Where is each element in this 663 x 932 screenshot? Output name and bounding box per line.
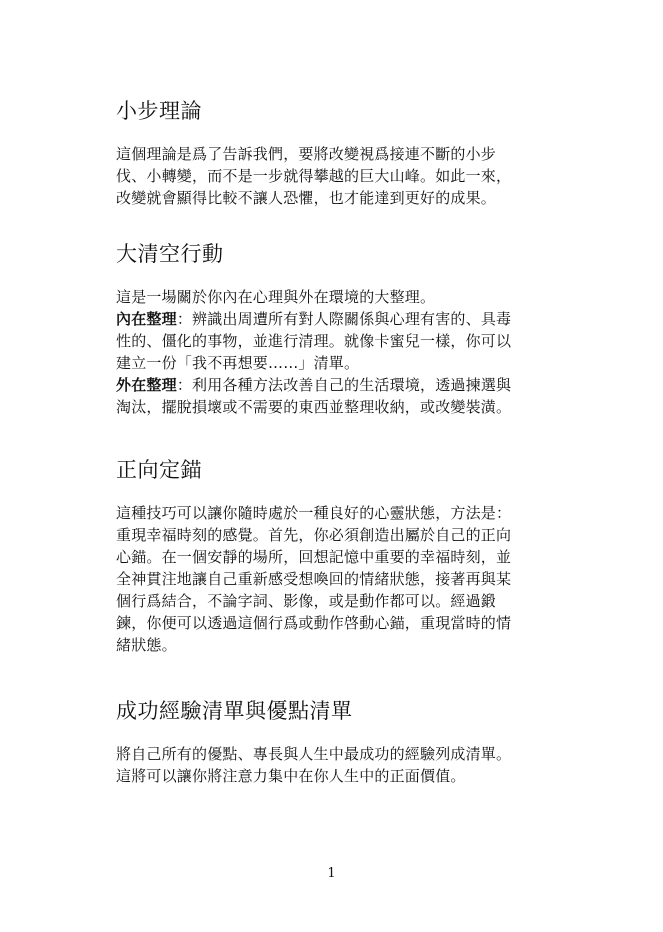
section-body xyxy=(116,143,556,209)
section-heading: 小步理論 xyxy=(116,99,202,123)
section-great-clearing xyxy=(116,240,556,418)
text-line: 鍊，你便可以透過這個行爲或動作啓動心錨，重現當時的情 xyxy=(116,614,512,632)
section-small-steps-theory xyxy=(116,97,556,209)
text-line: 性的、僵化的事物，並進行清理。就像卡蜜兒一樣，你可以 xyxy=(116,332,512,350)
text-line: 這個理論是爲了告訴我們，要將改變視爲接連不斷的小步 xyxy=(116,145,497,163)
text-line: 這將可以讓你將注意力集中在你人生中的正面價值。 xyxy=(116,767,466,785)
text-line: 改變就會顯得比較不讓人恐懼，也才能達到更好的成果。 xyxy=(116,189,497,207)
section-body xyxy=(116,502,556,656)
text-line: 建立一份「我不再想要……」清單。 xyxy=(116,354,360,372)
text-line: 緒狀態。 xyxy=(116,636,177,654)
text-line: 心錨。在一個安靜的場所，回想記憶中重要的幸福時刻，並 xyxy=(116,548,512,566)
outer-clearing-label: 外在整理 xyxy=(116,376,177,394)
text-line: 這是一場關於你內在心理與外在環境的大整理。 xyxy=(116,288,436,306)
text-line: 這種技巧可以讓你隨時處於一種良好的心靈狀態，方法是： xyxy=(116,504,512,522)
outer-clearing-text: ：利用各種方法改善自己的生活環境，透過揀選與 xyxy=(176,376,512,394)
text-line: 全神貫注地讓自己重新感受想喚回的情緒狀態，接著再與某 xyxy=(116,570,512,588)
section-heading: 大清空行動 xyxy=(116,242,224,266)
page-number: 1 xyxy=(327,866,336,881)
section-heading: 成功經驗清單與優點清單 xyxy=(116,699,353,723)
text-line: 重現幸福時刻的感覺。首先，你必須創造出屬於自己的正向 xyxy=(116,526,512,544)
section-body xyxy=(116,743,556,787)
text-line: 伐、小轉變，而不是一步就得攀越的巨大山峰。如此一來， xyxy=(116,167,512,185)
inner-clearing-label: 內在整理 xyxy=(116,310,177,328)
text-line: 將自己所有的優點、專長與人生中最成功的經驗列成清單。 xyxy=(116,745,512,763)
text-line: 淘汰，擺脫損壞或不需要的東西並整理收納，或改變裝潢。 xyxy=(116,398,512,416)
section-positive-anchoring xyxy=(116,456,556,656)
inner-clearing-text: ：辨識出周遭所有對人際關係與心理有害的、具毒 xyxy=(176,310,512,328)
section-body xyxy=(116,286,556,418)
text-line xyxy=(116,308,556,330)
section-success-and-strengths-list xyxy=(116,697,556,787)
text-line xyxy=(116,374,556,396)
text-line: 個行爲結合，不論字詞、影像，或是動作都可以。經過鍛 xyxy=(116,592,497,610)
section-heading: 正向定錨 xyxy=(116,458,202,482)
